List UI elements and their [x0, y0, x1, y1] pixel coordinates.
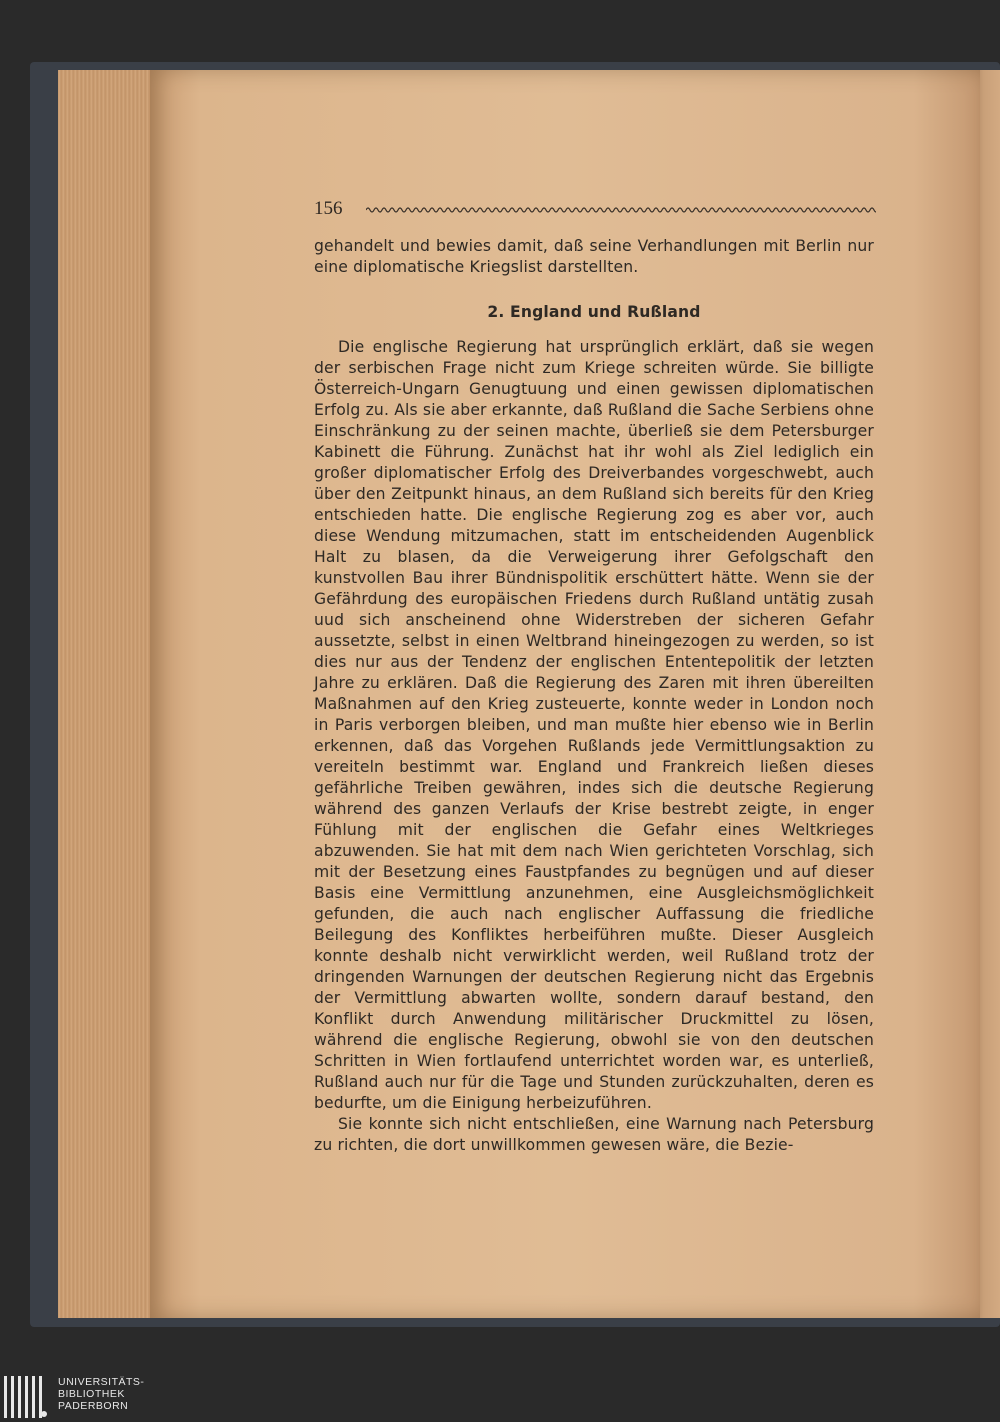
body-paragraph: Sie konnte sich nicht entschließen, eine Warnung nach Petersburg zu richten, die dort unwillkommen gewesen wäre, die Bezie-: [314, 1115, 874, 1154]
intro-paragraph: gehandelt und bewies damit, daß seine Verhandlungen mit Berlin nur eine diplomatische Kriegslist darstellten.: [314, 237, 874, 276]
library-logo: [0, 1372, 200, 1422]
library-logo-icon: [4, 1376, 48, 1418]
section-heading: 2. England und Rußland: [487, 303, 701, 321]
library-logo-text: UNIVERSITÄTS- BIBLIOTHEK PADERBORN: [58, 1376, 145, 1412]
ornamental-rule: [366, 206, 876, 214]
page-text: [314, 236, 874, 1156]
page-number: 156: [314, 198, 343, 219]
page-header: [314, 198, 874, 222]
body-paragraph: Die englische Regierung hat ursprünglich erklärt, daß sie wegen der serbischen Frage nicht zum Kriege schreiten würde. Sie billigte Österreich-Ungarn Genugtuung und einen gewissen diplomatischen Erfolg zu. Als sie aber erkannte, daß Rußland die Sache Serbiens ohne Einschränkung zu der seinen machte, überließ sie dem Petersburger Kabinett die Führung. Zunächst hat ihr wohl als Ziel lediglich ein großer diplomatischer Erfolg des Dreiverbandes vorgeschwebt, auch über den Zeitpunkt hinaus, an dem Rußland sich bereits für den Krieg entschieden hatte. Die englische Regierung zog es aber vor, auch diese Wendung mitzumachen, statt im entscheidenden Augenblick Halt zu blasen, da die Verweigerung ihrer Gefolgschaft den kunstvollen Bau ihrer Bündnispolitik erschüttert hätte. Wenn sie der Gefährdung des europäischen Friedens durch Rußland untätig zusah uud sich anscheinend ohne Widerstreben der sicheren Gefahr aussetzte, selbst in einen Weltbrand hineingezogen zu werden, so ist dies nur aus der Tendenz der englischen Ententepolitik der letzten Jahre zu erklären. Daß die Regierung des Zaren mit ihren übereilten Maßnahmen auf den Krieg zusteuerte, konnte weder in London noch in Paris verborgen bleiben, und man mußte hier ebenso wie in Berlin erkennen, daß das Vorgehen Rußlands jede Vermittlungsaktion zu vereiteln bestimmt war. England und Frankreich ließen dieses gefährliche Treiben gewähren, indes sich die deutsche Regierung während des ganzen Verlaufs der Krise bestrebt zeigte, in enger Fühlung mit der englischen die Gefahr eines Weltkrieges abzuwenden. Sie hat mit dem nach Wien gerichteten Vorschlag, sich mit der Besetzung eines Faustpfandes zu begnügen und auf dieser Basis eine Vermittlung anzunehmen, eine Ausgleichsmöglichkeit gefunden, die auch nach englischer Auffassung die friedliche Beilegung des Konfliktes herbeiführen mußte. Dieser Ausgleich konnte deshalb nicht verwirklicht werden, weil Rußland trotz der dringenden Warnungen der deutschen Regierung nicht das Ergebnis der Vermittlung abwarten wollte, sondern darauf bestand, den Konflikt durch Anwendung militärischer Druckmittel zu lösen, während die englische Regierung, obwohl sie von den deutschen Schritten in Wien fortlaufend unterrichtet worden war, es unterließ, Rußland auch nur für die Tage und Stunden zurückzuhalten, deren es bedurfte, um die Einigung herbeizuführen.: [314, 338, 874, 1112]
